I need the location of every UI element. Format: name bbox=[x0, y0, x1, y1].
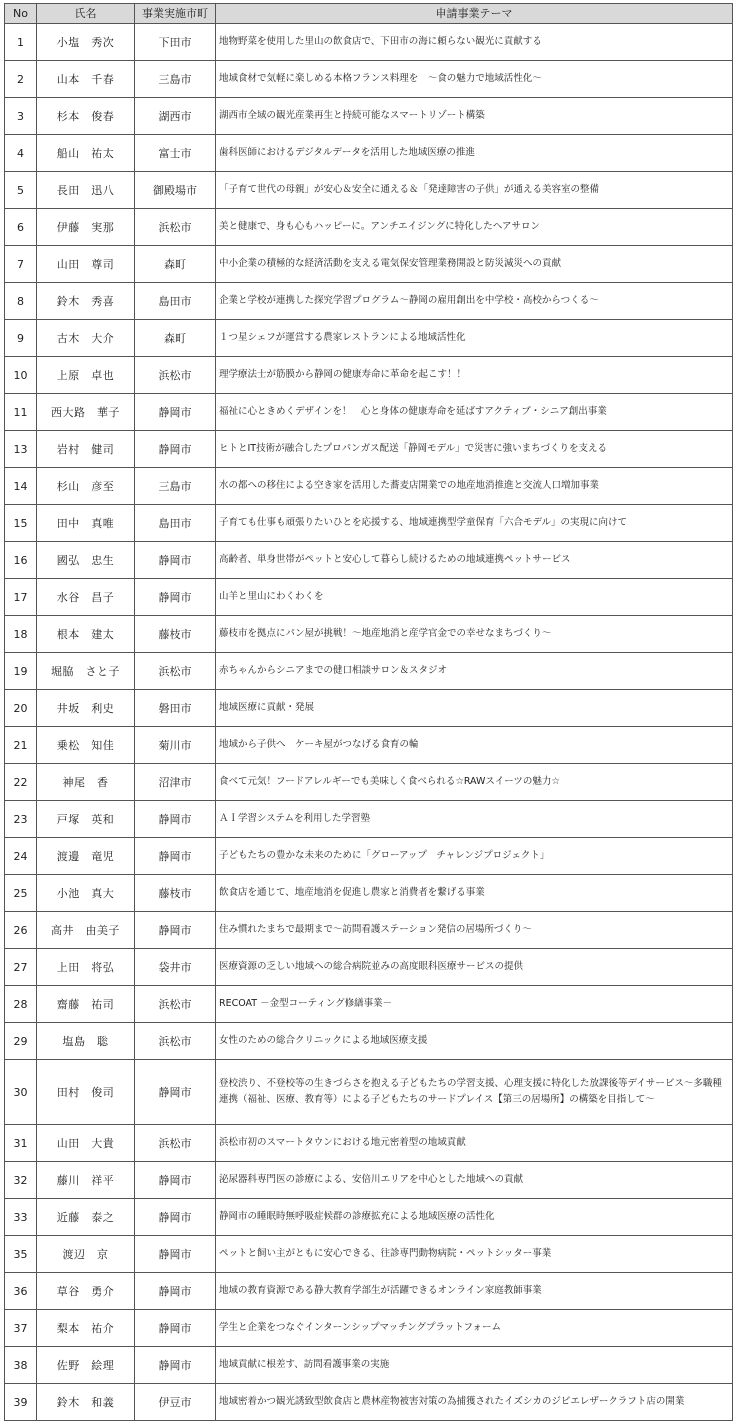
table-row bbox=[5, 912, 733, 949]
project-theme: 子育ても仕事も頑張りたいひとを応援する、地域連携型学童保育「六合モデル」の実現に向けて bbox=[216, 505, 733, 542]
row-number: 35 bbox=[5, 1236, 37, 1273]
row-number: 21 bbox=[5, 727, 37, 764]
applicant-name: 杉山 彦至 bbox=[37, 468, 135, 505]
applicant-name: 國弘 忠生 bbox=[37, 542, 135, 579]
project-town: 島田市 bbox=[135, 505, 216, 542]
applicant-name: 田中 真唯 bbox=[37, 505, 135, 542]
project-town: 菊川市 bbox=[135, 727, 216, 764]
row-number: 29 bbox=[5, 1023, 37, 1060]
project-theme: 山羊と里山にわくわくを bbox=[216, 579, 733, 616]
applicant-name: 梨本 祐介 bbox=[37, 1310, 135, 1347]
table-row bbox=[5, 1273, 733, 1310]
row-number: 20 bbox=[5, 690, 37, 727]
header-town: 事業実施市町 bbox=[135, 4, 216, 24]
table-row bbox=[5, 616, 733, 653]
row-number: 18 bbox=[5, 616, 37, 653]
applicant-name: 塩島 聡 bbox=[37, 1023, 135, 1060]
table-row bbox=[5, 468, 733, 505]
project-town: 御殿場市 bbox=[135, 172, 216, 209]
table-row bbox=[5, 135, 733, 172]
project-town: 静岡市 bbox=[135, 431, 216, 468]
table-row bbox=[5, 1199, 733, 1236]
applicant-name: 長田 迅八 bbox=[37, 172, 135, 209]
project-town: 藤枝市 bbox=[135, 875, 216, 912]
project-town: 袋井市 bbox=[135, 949, 216, 986]
applicant-name: 井坂 利史 bbox=[37, 690, 135, 727]
table-row bbox=[5, 98, 733, 135]
project-town: 静岡市 bbox=[135, 1310, 216, 1347]
applicant-name: 田村 俊司 bbox=[37, 1060, 135, 1125]
table-row bbox=[5, 727, 733, 764]
row-number: 32 bbox=[5, 1162, 37, 1199]
project-town: 沼津市 bbox=[135, 764, 216, 801]
project-town: 静岡市 bbox=[135, 1273, 216, 1310]
project-theme: RECOAT －金型コーティング修繕事業－ bbox=[216, 986, 733, 1023]
row-number: 15 bbox=[5, 505, 37, 542]
project-theme: 登校渋り、不登校等の生きづらさを抱える子どもたちの学習支援、心理支援に特化した放課後等デイサービス～多職種連携（福祉、医療、教育等）による子どもたちのサードプレイス【第三の居場所】の構築を目指して～ bbox=[216, 1060, 733, 1125]
project-theme: 地域密着かつ観光誘致型飲食店と農林産物被害対策の為捕獲されたイズシカのジビエレザークラフト店の開業 bbox=[216, 1384, 733, 1421]
header-name: 氏名 bbox=[37, 4, 135, 24]
table-row bbox=[5, 986, 733, 1023]
project-theme: 地域の教育資源である静大教育学部生が活躍できるオンライン家庭教師事業 bbox=[216, 1273, 733, 1310]
applicant-name: 根本 建太 bbox=[37, 616, 135, 653]
table-row bbox=[5, 1347, 733, 1384]
applicant-name: 伊藤 実那 bbox=[37, 209, 135, 246]
project-theme: 医療資源の乏しい地域への総合病院並みの高度眼科医療サービスの提供 bbox=[216, 949, 733, 986]
project-theme: 住み慣れたまちで最期まで～訪問看護ステーション発信の居場所づくり～ bbox=[216, 912, 733, 949]
table-row bbox=[5, 838, 733, 875]
project-town: 三島市 bbox=[135, 61, 216, 98]
row-number: 25 bbox=[5, 875, 37, 912]
row-number: 4 bbox=[5, 135, 37, 172]
table-row bbox=[5, 320, 733, 357]
project-town: 浜松市 bbox=[135, 1023, 216, 1060]
project-town: 浜松市 bbox=[135, 209, 216, 246]
table-row bbox=[5, 172, 733, 209]
row-number: 7 bbox=[5, 246, 37, 283]
row-number: 24 bbox=[5, 838, 37, 875]
applicant-name: 山本 千春 bbox=[37, 61, 135, 98]
project-town: 伊豆市 bbox=[135, 1384, 216, 1421]
table-row bbox=[5, 246, 733, 283]
table-body bbox=[5, 24, 733, 1421]
project-town: 静岡市 bbox=[135, 1060, 216, 1125]
table-row bbox=[5, 1236, 733, 1273]
project-town: 下田市 bbox=[135, 24, 216, 61]
project-theme: 学生と企業をつなぐインターンシップマッチングプラットフォーム bbox=[216, 1310, 733, 1347]
project-theme: 食べて元気！フードアレルギーでも美味しく食べられる☆RAWスイーツの魅力☆ bbox=[216, 764, 733, 801]
project-theme: 湖西市全域の観光産業再生と持続可能なスマートリゾート構築 bbox=[216, 98, 733, 135]
project-town: 浜松市 bbox=[135, 653, 216, 690]
applicant-table bbox=[4, 3, 733, 1421]
applicant-name: 小塩 秀次 bbox=[37, 24, 135, 61]
project-town: 富士市 bbox=[135, 135, 216, 172]
row-number: 26 bbox=[5, 912, 37, 949]
row-number: 31 bbox=[5, 1125, 37, 1162]
project-theme: 「子育て世代の母親」が安心＆安全に通える＆「発達障害の子供」が通える美容室の整備 bbox=[216, 172, 733, 209]
applicant-name: 古木 大介 bbox=[37, 320, 135, 357]
applicant-name: 西大路 華子 bbox=[37, 394, 135, 431]
table-row bbox=[5, 24, 733, 61]
applicant-name: 草谷 勇介 bbox=[37, 1273, 135, 1310]
project-theme: ヒトとIT技術が融合したプロパンガス配送「静岡モデル」で災害に強いまちづくりを支える bbox=[216, 431, 733, 468]
project-town: 浜松市 bbox=[135, 986, 216, 1023]
row-number: 14 bbox=[5, 468, 37, 505]
table-row bbox=[5, 431, 733, 468]
applicant-name: 杉本 俊春 bbox=[37, 98, 135, 135]
table-row bbox=[5, 653, 733, 690]
project-theme: 美と健康で、身も心もハッピーに。アンチエイジングに特化したヘアサロン bbox=[216, 209, 733, 246]
row-number: 10 bbox=[5, 357, 37, 394]
project-theme: 子どもたちの豊かな未来のために「グローアップ チャレンジプロジェクト」 bbox=[216, 838, 733, 875]
row-number: 39 bbox=[5, 1384, 37, 1421]
applicant-name: 水谷 昌子 bbox=[37, 579, 135, 616]
table-row bbox=[5, 1060, 733, 1125]
project-town: 浜松市 bbox=[135, 1125, 216, 1162]
header-no: No bbox=[5, 4, 37, 24]
project-town: 三島市 bbox=[135, 468, 216, 505]
table-row bbox=[5, 1162, 733, 1199]
row-number: 19 bbox=[5, 653, 37, 690]
table-row bbox=[5, 801, 733, 838]
applicant-name: 岩村 健司 bbox=[37, 431, 135, 468]
project-theme: 中小企業の積極的な経済活動を支える電気保安管理業務開設と防災減災への貢献 bbox=[216, 246, 733, 283]
table-row bbox=[5, 209, 733, 246]
project-town: 静岡市 bbox=[135, 838, 216, 875]
project-theme: 水の都への移住による空き家を活用した蕎麦店開業での地産地消推進と交流人口増加事業 bbox=[216, 468, 733, 505]
project-town: 森町 bbox=[135, 246, 216, 283]
table-row bbox=[5, 875, 733, 912]
project-town: 藤枝市 bbox=[135, 616, 216, 653]
project-town: 磐田市 bbox=[135, 690, 216, 727]
table-row bbox=[5, 579, 733, 616]
applicant-name: 藤川 祥平 bbox=[37, 1162, 135, 1199]
row-number: 28 bbox=[5, 986, 37, 1023]
row-number: 6 bbox=[5, 209, 37, 246]
row-number: 3 bbox=[5, 98, 37, 135]
project-theme: 泌尿器科専門医の診療による、安倍川エリアを中心とした地域への貢献 bbox=[216, 1162, 733, 1199]
applicant-name: 船山 祐太 bbox=[37, 135, 135, 172]
table-row bbox=[5, 357, 733, 394]
project-town: 静岡市 bbox=[135, 579, 216, 616]
project-theme: 企業と学校が連携した探究学習プログラム～静岡の雇用創出を中学校・高校からつくる～ bbox=[216, 283, 733, 320]
applicant-name: 上原 卓也 bbox=[37, 357, 135, 394]
project-theme: 高齢者、単身世帯がペットと安心して暮らし続けるための地域連携ペットサービス bbox=[216, 542, 733, 579]
applicant-name: 高井 由美子 bbox=[37, 912, 135, 949]
applicant-name: 近藤 泰之 bbox=[37, 1199, 135, 1236]
row-number: 38 bbox=[5, 1347, 37, 1384]
table-row bbox=[5, 1310, 733, 1347]
table-header bbox=[5, 4, 733, 24]
project-theme: 地域から子供へ ケーキ屋がつなげる食育の輪 bbox=[216, 727, 733, 764]
table-row bbox=[5, 1125, 733, 1162]
project-theme: 浜松市初のスマートタウンにおける地元密着型の地域貢献 bbox=[216, 1125, 733, 1162]
row-number: 36 bbox=[5, 1273, 37, 1310]
project-theme: 地物野菜を使用した里山の飲食店で、下田市の海に頼らない観光に貢献する bbox=[216, 24, 733, 61]
project-town: 静岡市 bbox=[135, 1236, 216, 1273]
row-number: 16 bbox=[5, 542, 37, 579]
row-number: 22 bbox=[5, 764, 37, 801]
header-theme: 申請事業テーマ bbox=[216, 4, 733, 24]
project-town: 静岡市 bbox=[135, 1199, 216, 1236]
project-theme: 赤ちゃんからシニアまでの健口相談サロン＆スタジオ bbox=[216, 653, 733, 690]
row-number: 2 bbox=[5, 61, 37, 98]
project-town: 森町 bbox=[135, 320, 216, 357]
project-theme: ペットと飼い主がともに安心できる、往診専門動物病院・ペットシッター事業 bbox=[216, 1236, 733, 1273]
row-number: 9 bbox=[5, 320, 37, 357]
table-row bbox=[5, 394, 733, 431]
table-row bbox=[5, 1023, 733, 1060]
table-row bbox=[5, 764, 733, 801]
row-number: 13 bbox=[5, 431, 37, 468]
project-theme: 理学療法士が筋膜から静岡の健康寿命に革命を起こす！！ bbox=[216, 357, 733, 394]
project-theme: 地域医療に貢献・発展 bbox=[216, 690, 733, 727]
project-town: 浜松市 bbox=[135, 357, 216, 394]
row-number: 5 bbox=[5, 172, 37, 209]
project-theme: 歯科医師におけるデジタルデータを活用した地域医療の推進 bbox=[216, 135, 733, 172]
row-number: 17 bbox=[5, 579, 37, 616]
row-number: 27 bbox=[5, 949, 37, 986]
row-number: 33 bbox=[5, 1199, 37, 1236]
applicant-name: 齋藤 祐司 bbox=[37, 986, 135, 1023]
project-town: 静岡市 bbox=[135, 542, 216, 579]
applicant-name: 戸塚 英和 bbox=[37, 801, 135, 838]
project-town: 湖西市 bbox=[135, 98, 216, 135]
project-theme: 藤枝市を拠点にパン屋が挑戦！～地産地消と産学官金での幸せなまちづくり～ bbox=[216, 616, 733, 653]
table-row bbox=[5, 949, 733, 986]
applicant-name: 渡邊 竜児 bbox=[37, 838, 135, 875]
table-row bbox=[5, 61, 733, 98]
project-town: 島田市 bbox=[135, 283, 216, 320]
applicant-name: 小池 真大 bbox=[37, 875, 135, 912]
project-town: 静岡市 bbox=[135, 912, 216, 949]
applicant-name: 乗松 知佳 bbox=[37, 727, 135, 764]
project-theme: 女性のための総合クリニックによる地域医療支援 bbox=[216, 1023, 733, 1060]
table-row bbox=[5, 690, 733, 727]
row-number: 37 bbox=[5, 1310, 37, 1347]
applicant-name: 神尾 香 bbox=[37, 764, 135, 801]
project-theme: ＡＩ学習システムを利用した学習塾 bbox=[216, 801, 733, 838]
project-town: 静岡市 bbox=[135, 394, 216, 431]
applicant-name: 佐野 絵理 bbox=[37, 1347, 135, 1384]
row-number: 11 bbox=[5, 394, 37, 431]
applicant-name: 堀脇 さと子 bbox=[37, 653, 135, 690]
table-row bbox=[5, 1384, 733, 1421]
project-theme: 福祉に心ときめくデザインを！ 心と身体の健康寿命を延ばすアクティブ・シニア創出事業 bbox=[216, 394, 733, 431]
applicant-name: 山田 大貴 bbox=[37, 1125, 135, 1162]
table-row bbox=[5, 542, 733, 579]
applicant-name: 上田 将弘 bbox=[37, 949, 135, 986]
project-town: 静岡市 bbox=[135, 1347, 216, 1384]
project-town: 静岡市 bbox=[135, 801, 216, 838]
applicant-name: 渡辺 京 bbox=[37, 1236, 135, 1273]
project-theme: 地域貢献に根差す、訪問看護事業の実施 bbox=[216, 1347, 733, 1384]
row-number: 1 bbox=[5, 24, 37, 61]
project-theme: １つ星シェフが運営する農家レストランによる地域活性化 bbox=[216, 320, 733, 357]
project-theme: 静岡市の睡眠時無呼吸症候群の診療拡充による地域医療の活性化 bbox=[216, 1199, 733, 1236]
applicant-name: 鈴木 秀喜 bbox=[37, 283, 135, 320]
row-number: 23 bbox=[5, 801, 37, 838]
project-theme: 飲食店を通じて、地産地消を促進し農家と消費者を繋げる事業 bbox=[216, 875, 733, 912]
table-row bbox=[5, 283, 733, 320]
project-town: 静岡市 bbox=[135, 1162, 216, 1199]
applicant-name: 鈴木 和義 bbox=[37, 1384, 135, 1421]
applicant-name: 山田 尊司 bbox=[37, 246, 135, 283]
row-number: 30 bbox=[5, 1060, 37, 1125]
project-theme: 地域食材で気軽に楽しめる本格フランス料理を ～食の魅力で地域活性化～ bbox=[216, 61, 733, 98]
row-number: 8 bbox=[5, 283, 37, 320]
header-row bbox=[5, 4, 733, 24]
table-row bbox=[5, 505, 733, 542]
